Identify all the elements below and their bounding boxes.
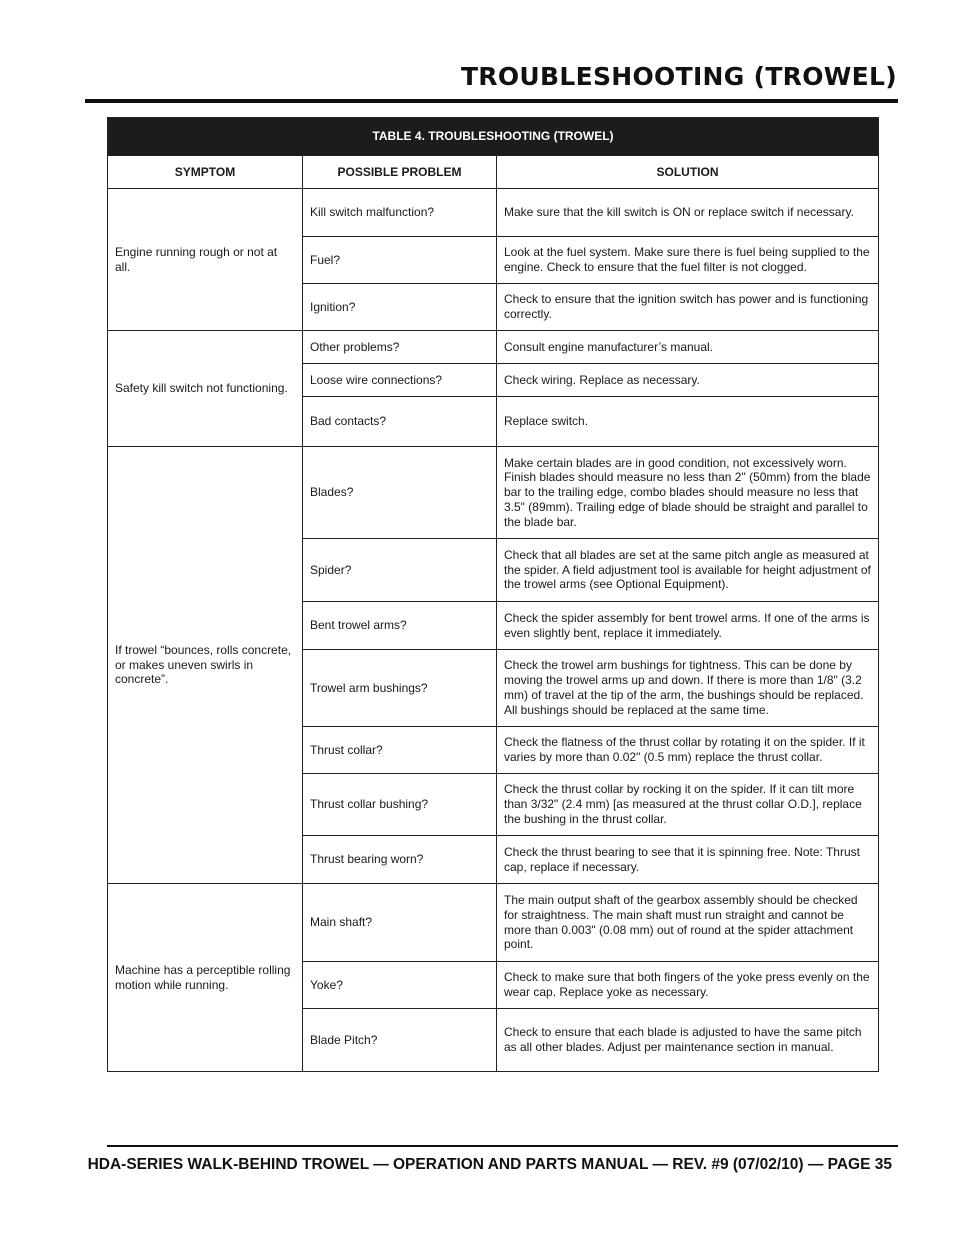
title-rule bbox=[85, 99, 898, 103]
column-header-possible-problem: POSSIBLE PROBLEM bbox=[303, 156, 497, 189]
problem-cell: Spider? bbox=[303, 539, 497, 602]
table-header-row bbox=[108, 156, 879, 189]
page-title: TROUBLESHOOTING (TROWEL) bbox=[460, 62, 897, 91]
solution-cell: Check the spider assembly for bent trowel arms. If one of the arms is even slightly bent, replace it immediately. bbox=[497, 602, 879, 650]
solution-cell: Check the flatness of the thrust collar by rotating it on the spider. If it varies by more than 0.02" (0.5 mm) replace the thrust collar. bbox=[497, 727, 879, 774]
problem-cell: Blade Pitch? bbox=[303, 1009, 497, 1072]
problem-cell: Thrust collar bushing? bbox=[303, 774, 497, 836]
column-header-symptom: SYMPTOM bbox=[108, 156, 303, 189]
problem-cell: Thrust collar? bbox=[303, 727, 497, 774]
problem-cell: Bad contacts? bbox=[303, 397, 497, 447]
column-header-solution: SOLUTION bbox=[497, 156, 879, 189]
solution-cell: The main output shaft of the gearbox assembly should be checked for straightness. The main shaft must run straight and cannot be more than 0.003" (0.08 mm) out of round at the spider attachment point. bbox=[497, 884, 879, 962]
problem-cell: Fuel? bbox=[303, 237, 497, 284]
problem-cell: Other problems? bbox=[303, 331, 497, 364]
problem-cell: Thrust bearing worn? bbox=[303, 836, 497, 884]
solution-cell: Check to make sure that both fingers of the yoke press evenly on the wear cap. Replace yoke as necessary. bbox=[497, 962, 879, 1009]
table-row bbox=[108, 189, 879, 237]
solution-cell: Check to ensure that each blade is adjusted to have the same pitch as all other blades. Adjust per maintenance section in manual. bbox=[497, 1009, 879, 1072]
problem-cell: Trowel arm bushings? bbox=[303, 650, 497, 727]
symptom-cell: Engine running rough or not at all. bbox=[108, 189, 303, 331]
solution-cell: Check the thrust bearing to see that it is spinning free. Note: Thrust cap, replace if necessary. bbox=[497, 836, 879, 884]
solution-cell: Replace switch. bbox=[497, 397, 879, 447]
problem-cell: Yoke? bbox=[303, 962, 497, 1009]
solution-cell: Check that all blades are set at the same pitch angle as measured at the spider. A field adjustment tool is available for height adjustment of the trowel arms (see Optional Equipment). bbox=[497, 539, 879, 602]
solution-cell: Make sure that the kill switch is ON or replace switch if necessary. bbox=[497, 189, 879, 237]
problem-cell: Blades? bbox=[303, 447, 497, 539]
symptom-cell: Safety kill switch not functioning. bbox=[108, 331, 303, 447]
table-row bbox=[108, 447, 879, 539]
solution-cell: Check the trowel arm bushings for tightness. This can be done by moving the trowel arms up and down. If there is more than 1/8" (3.2 mm) of travel at the tip of the arm, the bushings should be replaced. All bushings should be replaced at the same time. bbox=[497, 650, 879, 727]
table-row bbox=[108, 331, 879, 364]
page-footer: HDA-SERIES WALK-BEHIND TROWEL — OPERATION AND PARTS MANUAL — REV. #9 (07/02/10) — PAGE 35 bbox=[87, 1156, 892, 1173]
problem-cell: Main shaft? bbox=[303, 884, 497, 962]
solution-cell: Check the thrust collar by rocking it on the spider. If it can tilt more than 3/32" (2.4 mm) [as measured at the thrust collar O.D.], replace the bushing in the thrust collar. bbox=[497, 774, 879, 836]
solution-cell: Check to ensure that the ignition switch has power and is functioning correctly. bbox=[497, 284, 879, 331]
table-caption: TABLE 4. TROUBLESHOOTING (TROWEL) bbox=[108, 118, 879, 156]
symptom-cell: If trowel “bounces, rolls concrete, or makes uneven swirls in concrete”. bbox=[108, 447, 303, 884]
problem-cell: Ignition? bbox=[303, 284, 497, 331]
footer-rule bbox=[107, 1145, 898, 1147]
table-row bbox=[108, 884, 879, 962]
symptom-cell: Machine has a perceptible rolling motion while running. bbox=[108, 884, 303, 1072]
table-caption-row bbox=[108, 118, 879, 156]
troubleshooting-table bbox=[107, 117, 879, 1072]
solution-cell: Look at the fuel system. Make sure there is fuel being supplied to the engine. Check to ensure that the fuel filter is not clogged. bbox=[497, 237, 879, 284]
solution-cell: Consult engine manufacturer’s manual. bbox=[497, 331, 879, 364]
solution-cell: Make certain blades are in good condition, not excessively worn. Finish blades should measure no less than 2" (50mm) from the blade bar to the trailing edge, combo blades should measure no less that 3.5" (89mm). Trailing edge of blade should be straight and parallel to the blade bar. bbox=[497, 447, 879, 539]
problem-cell: Kill switch malfunction? bbox=[303, 189, 497, 237]
problem-cell: Loose wire connections? bbox=[303, 364, 497, 397]
solution-cell: Check wiring. Replace as necessary. bbox=[497, 364, 879, 397]
problem-cell: Bent trowel arms? bbox=[303, 602, 497, 650]
